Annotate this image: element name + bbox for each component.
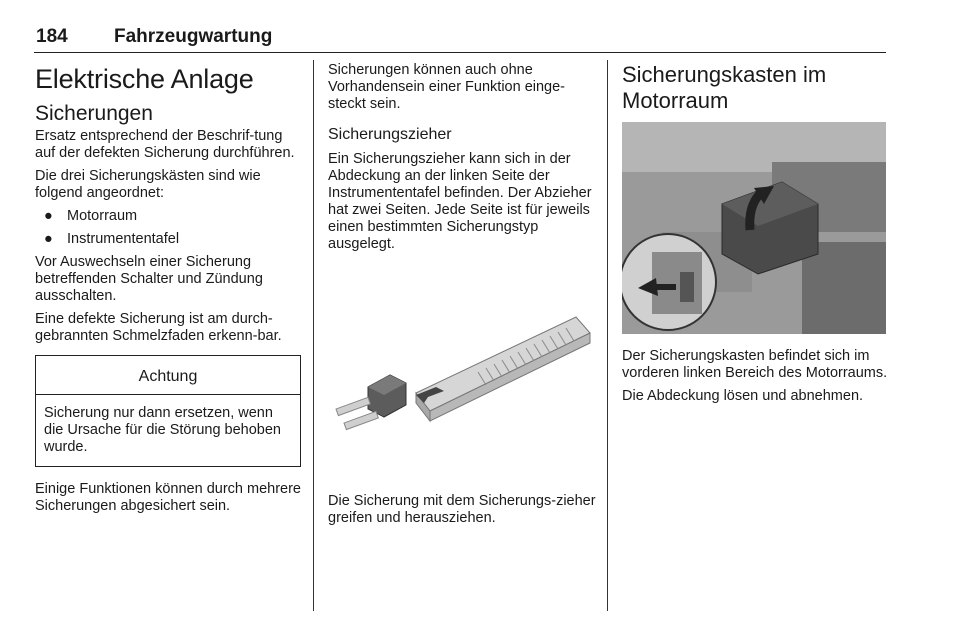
page-header: [34, 24, 886, 53]
bullet-icon: ●: [44, 208, 53, 224]
paragraph: Ein Sicherungszieher kann sich in der Abdeckung an der linken Seite der Instrumententafel befinden. Der Abzieher hat zwei Seiten. Jede Seite ist für jeweils einen bestimmten Sicherungstyp ausgelegt.: [328, 151, 592, 252]
bullet-list: [35, 208, 301, 248]
bullet-icon: ●: [44, 231, 53, 247]
paragraph: Einige Funktionen können durch mehrere Sicherungen abgesichert sein.: [35, 481, 301, 514]
column-middle: [328, 62, 596, 533]
section-title: Elektrische Anlage: [35, 64, 254, 94]
list-item: ● Instrumententafel: [44, 231, 180, 247]
paragraph: Sicherungen können auch ohne Vorhandensein einer Funktion einge-steckt sein.: [328, 62, 565, 112]
paragraph: Die Abdeckung lösen und abnehmen.: [622, 388, 864, 404]
warning-box: [35, 355, 301, 467]
list-item: ● Motorraum: [44, 208, 138, 224]
fuse-puller-illustration: [328, 275, 596, 475]
column-divider: [313, 60, 314, 611]
warning-title: Achtung: [36, 356, 300, 395]
paragraph: Die drei Sicherungskästen sind wie folgend angeordnet:: [35, 168, 261, 201]
subsection-title: Sicherungskasten im Motorraum: [622, 62, 827, 113]
paragraph: Der Sicherungskasten befindet sich im vorderen linken Bereich des Motorraums.: [622, 348, 888, 381]
warning-text: Sicherung nur dann ersetzen, wenn die Ursache für die Störung behoben wurde.: [44, 405, 281, 455]
subsection-title: Sicherungszieher: [328, 126, 452, 143]
column-divider: [607, 60, 608, 611]
engine-fusebox-photo: [622, 122, 886, 334]
column-left: [35, 62, 301, 521]
paragraph: Eine defekte Sicherung ist am durch-gebrannten Schmelzfaden erkenn-bar.: [35, 311, 282, 344]
column-right: [622, 62, 890, 411]
page-number: 184: [36, 26, 68, 47]
subsection-title: Sicherungen: [35, 102, 153, 125]
paragraph: Die Sicherung mit dem Sicherungs-zieher greifen und herausziehen.: [328, 493, 596, 526]
running-title: Fahrzeugwartung: [114, 26, 273, 47]
paragraph: Ersatz entsprechend der Beschrif-tung auf der defekten Sicherung durchführen.: [35, 128, 295, 161]
paragraph: Vor Auswechseln einer Sicherung betreffenden Schalter und Zündung ausschalten.: [35, 254, 263, 304]
